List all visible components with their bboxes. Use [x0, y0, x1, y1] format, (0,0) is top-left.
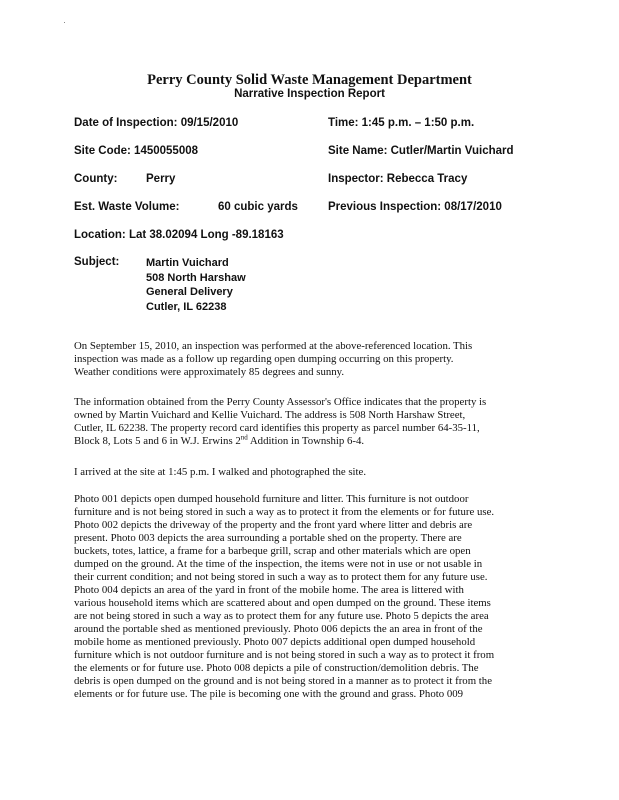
text-line: Photo 001 depicts open dumped household furniture and litter. This furniture is not outdoor	[74, 493, 469, 505]
paragraph-ownership	[74, 396, 546, 448]
previous-inspection: Previous Inspection: 08/17/2010	[328, 201, 502, 213]
date-of-inspection: Date of Inspection: 09/15/2010	[74, 117, 239, 129]
text-fragment: Addition in Township 6-4.	[247, 435, 365, 447]
subject-line: 508 North Harshaw	[146, 271, 246, 284]
county-label: County:	[74, 173, 118, 185]
county-value: Perry	[146, 173, 176, 185]
text-fragment: Block 8, Lots 5 and 6 in W.J. Erwins 2	[74, 435, 241, 447]
text-line: the elements or for future use. Photo 008 depicts a pile of construction/demolition debris. The	[74, 662, 479, 674]
text-line: elements or for future use. The pile is becoming one with the ground and grass. Photo 009	[74, 688, 464, 700]
text-line: I arrived at the site at 1:45 p.m. I walked and photographed the site.	[74, 466, 367, 478]
text-line: furniture and is not being stored in such a way as to protect it from the elements or for future use.	[74, 506, 495, 518]
text-line: dumped on the ground. At the time of the inspection, the items were not in use or not usable in	[74, 558, 483, 570]
text-line: Cutler, IL 62238. The property record card identifies this property as parcel number 64-35-11,	[74, 422, 480, 434]
text-line: debris is open dumped on the ground and is not being stored in a manner as to protect it from the	[74, 675, 492, 687]
paragraph-inspection-intro	[74, 340, 546, 379]
subject-label: Subject:	[74, 256, 120, 268]
text-line: owned by Martin Vuichard and Kellie Vuichard. The address is 508 North Harshaw Street,	[74, 409, 466, 421]
site-code: Site Code: 1450055008	[74, 145, 199, 157]
text-line: On September 15, 2010, an inspection was performed at the above-referenced location. This	[74, 340, 473, 352]
paragraph-photo-descriptions	[74, 493, 546, 701]
scan-speck	[64, 22, 65, 23]
text-line: mobile home as mentioned previously. Photo 007 depicts additional open dumped household	[74, 636, 476, 648]
text-line: are not being stored in such a way as to protect them for any future use. Photo 5 depicts the area	[74, 610, 489, 622]
location: Location: Lat 38.02094 Long -89.18163	[74, 229, 284, 241]
text-line	[74, 435, 546, 448]
subject-address	[146, 256, 246, 314]
text-line: inspection was made as a follow up regarding open dumping occurring on this property.	[74, 353, 454, 365]
paragraph-arrival	[74, 466, 546, 479]
document-subtitle: Narrative Inspection Report	[234, 88, 385, 100]
waste-volume-value: 60 cubic yards	[218, 201, 298, 213]
text-line: present. Photo 003 depicts the area surrounding a portable shed on the property. There are	[74, 532, 462, 544]
waste-volume-label: Est. Waste Volume:	[74, 201, 180, 213]
text-line: buckets, totes, lattice, a frame for a barbeque grill, scrap and other materials which are open	[74, 545, 471, 557]
subject-line: General Delivery	[146, 286, 233, 298]
text-line: various household items which are scattered about and open dumped on the ground. These items	[74, 597, 491, 609]
inspector: Inspector: Rebecca Tracy	[328, 173, 468, 185]
site-name: Site Name: Cutler/Martin Vuichard	[328, 145, 514, 157]
text-line: Photo 004 depicts an area of the yard in front of the mobile home. The area is littered with	[74, 584, 464, 596]
text-line: around the portable shed as mentioned previously. Photo 006 depicts the an area in front of the	[74, 623, 483, 635]
text-line: The information obtained from the Perry County Assessor's Office indicates that the property is	[74, 396, 487, 408]
text-line: their current condition; and not being stored in such a way as to protect them for any future use.	[74, 571, 488, 583]
subject-line: Martin Vuichard	[146, 257, 229, 269]
text-line: Photo 002 depicts the driveway of the property and the front yard where litter and debris are	[74, 519, 473, 531]
inspection-time: Time: 1:45 p.m. – 1:50 p.m.	[328, 117, 475, 129]
subject-line: Cutler, IL 62238	[146, 300, 227, 313]
document-title: Perry County Solid Waste Management Department	[147, 72, 472, 88]
ordinal-suffix: nd	[240, 433, 248, 442]
text-line: Weather conditions were approximately 85 degrees and sunny.	[74, 366, 345, 378]
text-line: furniture which is not outdoor furniture and is not being stored in such a way as to protect it from	[74, 649, 495, 661]
